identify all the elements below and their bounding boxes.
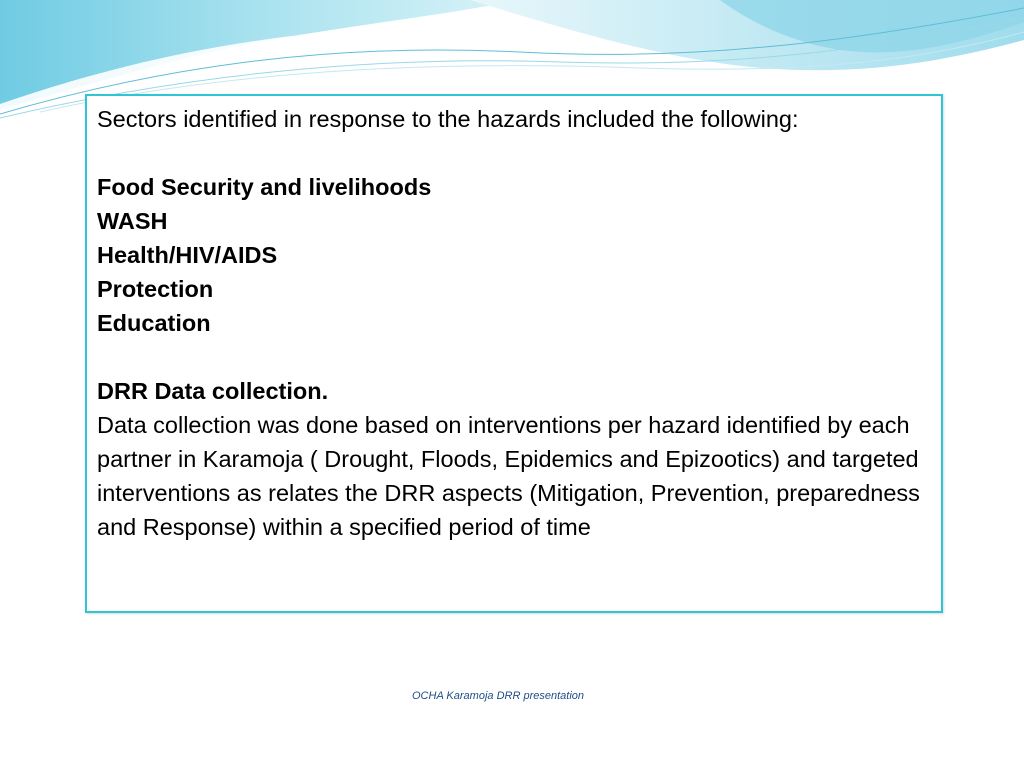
drr-body: Data collection was done based on interventions per hazard identified by each partner in Karamoja ( Drought, Floods, Epidemics and Epizootics) and targeted interventions as relates the DRR aspects (Mitigation, Prevention, preparedness and Response) within a specified period of time (97, 412, 920, 540)
intro-text: Sectors identified in response to the hazards included the following: (97, 106, 799, 132)
spacer (97, 136, 931, 170)
sector-health: Health/HIV/AIDS (97, 242, 278, 268)
sector-education: Education (97, 310, 211, 336)
content-box (85, 94, 943, 613)
sector-wash: WASH (97, 208, 168, 234)
sector-protection: Protection (97, 276, 214, 302)
drr-heading: DRR Data collection. (97, 378, 329, 404)
spacer (97, 340, 931, 374)
footer-text: OCHA Karamoja DRR presentation (412, 690, 584, 702)
sector-food-security: Food Security and livelihoods (97, 174, 432, 200)
